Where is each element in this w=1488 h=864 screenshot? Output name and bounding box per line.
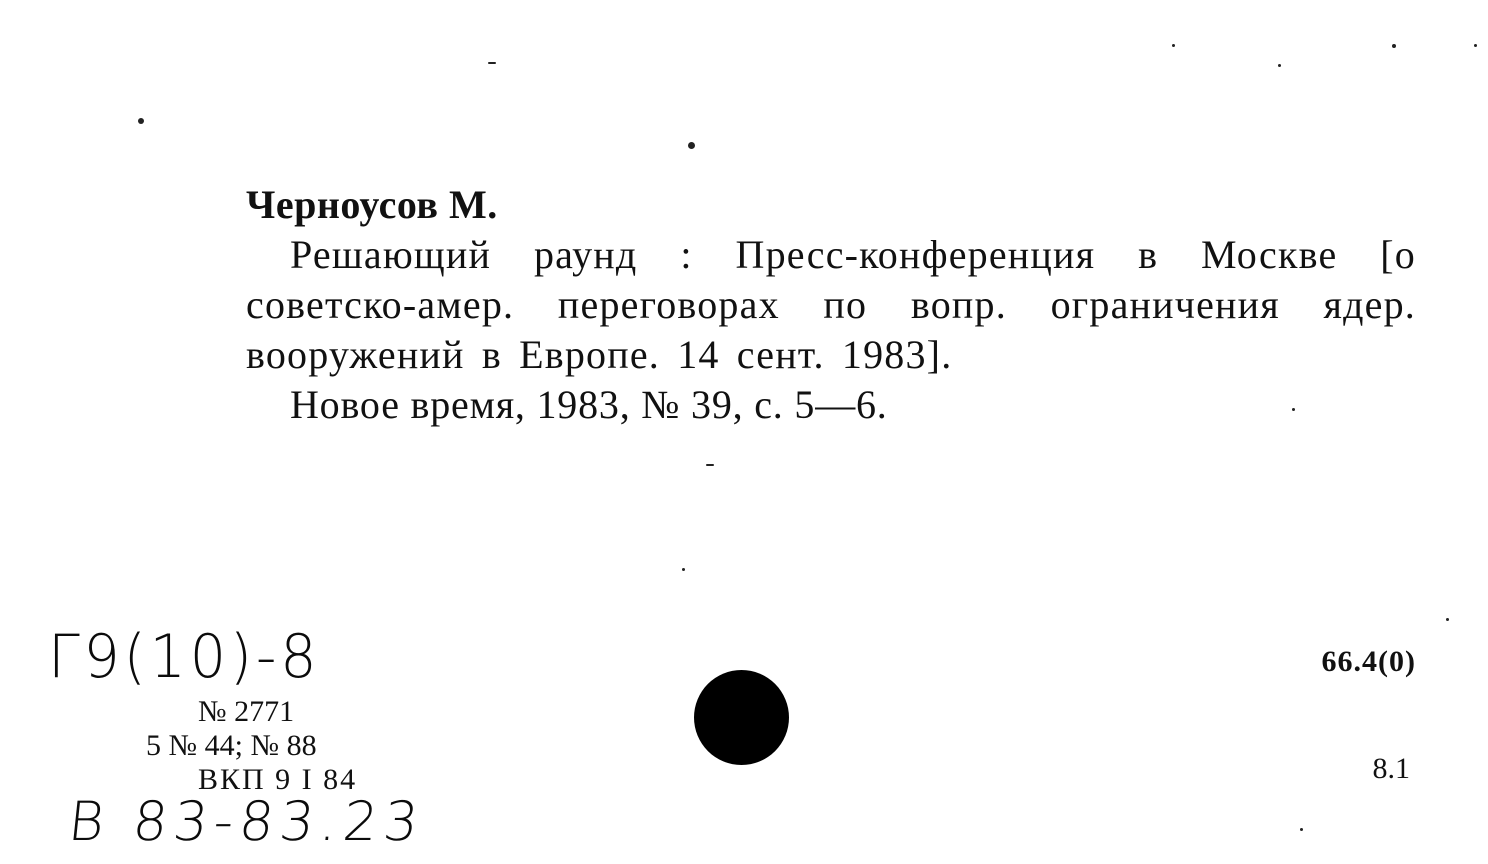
inventory-stamp: ВКП 9 I 84 xyxy=(198,763,358,796)
classification-code: 66.4(0) xyxy=(1321,645,1416,678)
dust-speck xyxy=(1300,828,1303,831)
dust-speck xyxy=(682,568,685,571)
shelf-mark: 8.1 xyxy=(1372,752,1410,785)
dust-speck xyxy=(1278,64,1281,67)
dust-speck xyxy=(706,464,714,466)
dust-speck xyxy=(138,118,144,124)
dust-speck xyxy=(1474,44,1477,47)
dust-speck xyxy=(488,62,496,64)
dust-speck xyxy=(1172,44,1175,47)
bibliographic-entry xyxy=(246,180,1416,430)
source-citation: Новое время, 1983, № 39, с. 5—6. xyxy=(290,382,888,427)
handwritten-index-bottom: В 83-83.23 xyxy=(65,790,428,853)
author-heading: Черноусов М. xyxy=(246,182,498,227)
punch-hole xyxy=(694,670,789,765)
inventory-number: № 2771 xyxy=(198,695,295,728)
dust-speck xyxy=(688,142,695,149)
dust-speck xyxy=(1392,44,1396,48)
dust-speck xyxy=(1446,618,1449,621)
handwritten-index-top: Г9(10)-8 xyxy=(48,622,321,692)
title-statement: Решающий раунд : Пресс-конференция в Москве [о советско-амер. переговорах по вопр. ограничения ядер. вооружений в Европе. 14 сент. 1983]. xyxy=(246,232,1416,377)
inventory-issue-numbers: 5 № 44; № 88 xyxy=(146,729,317,762)
